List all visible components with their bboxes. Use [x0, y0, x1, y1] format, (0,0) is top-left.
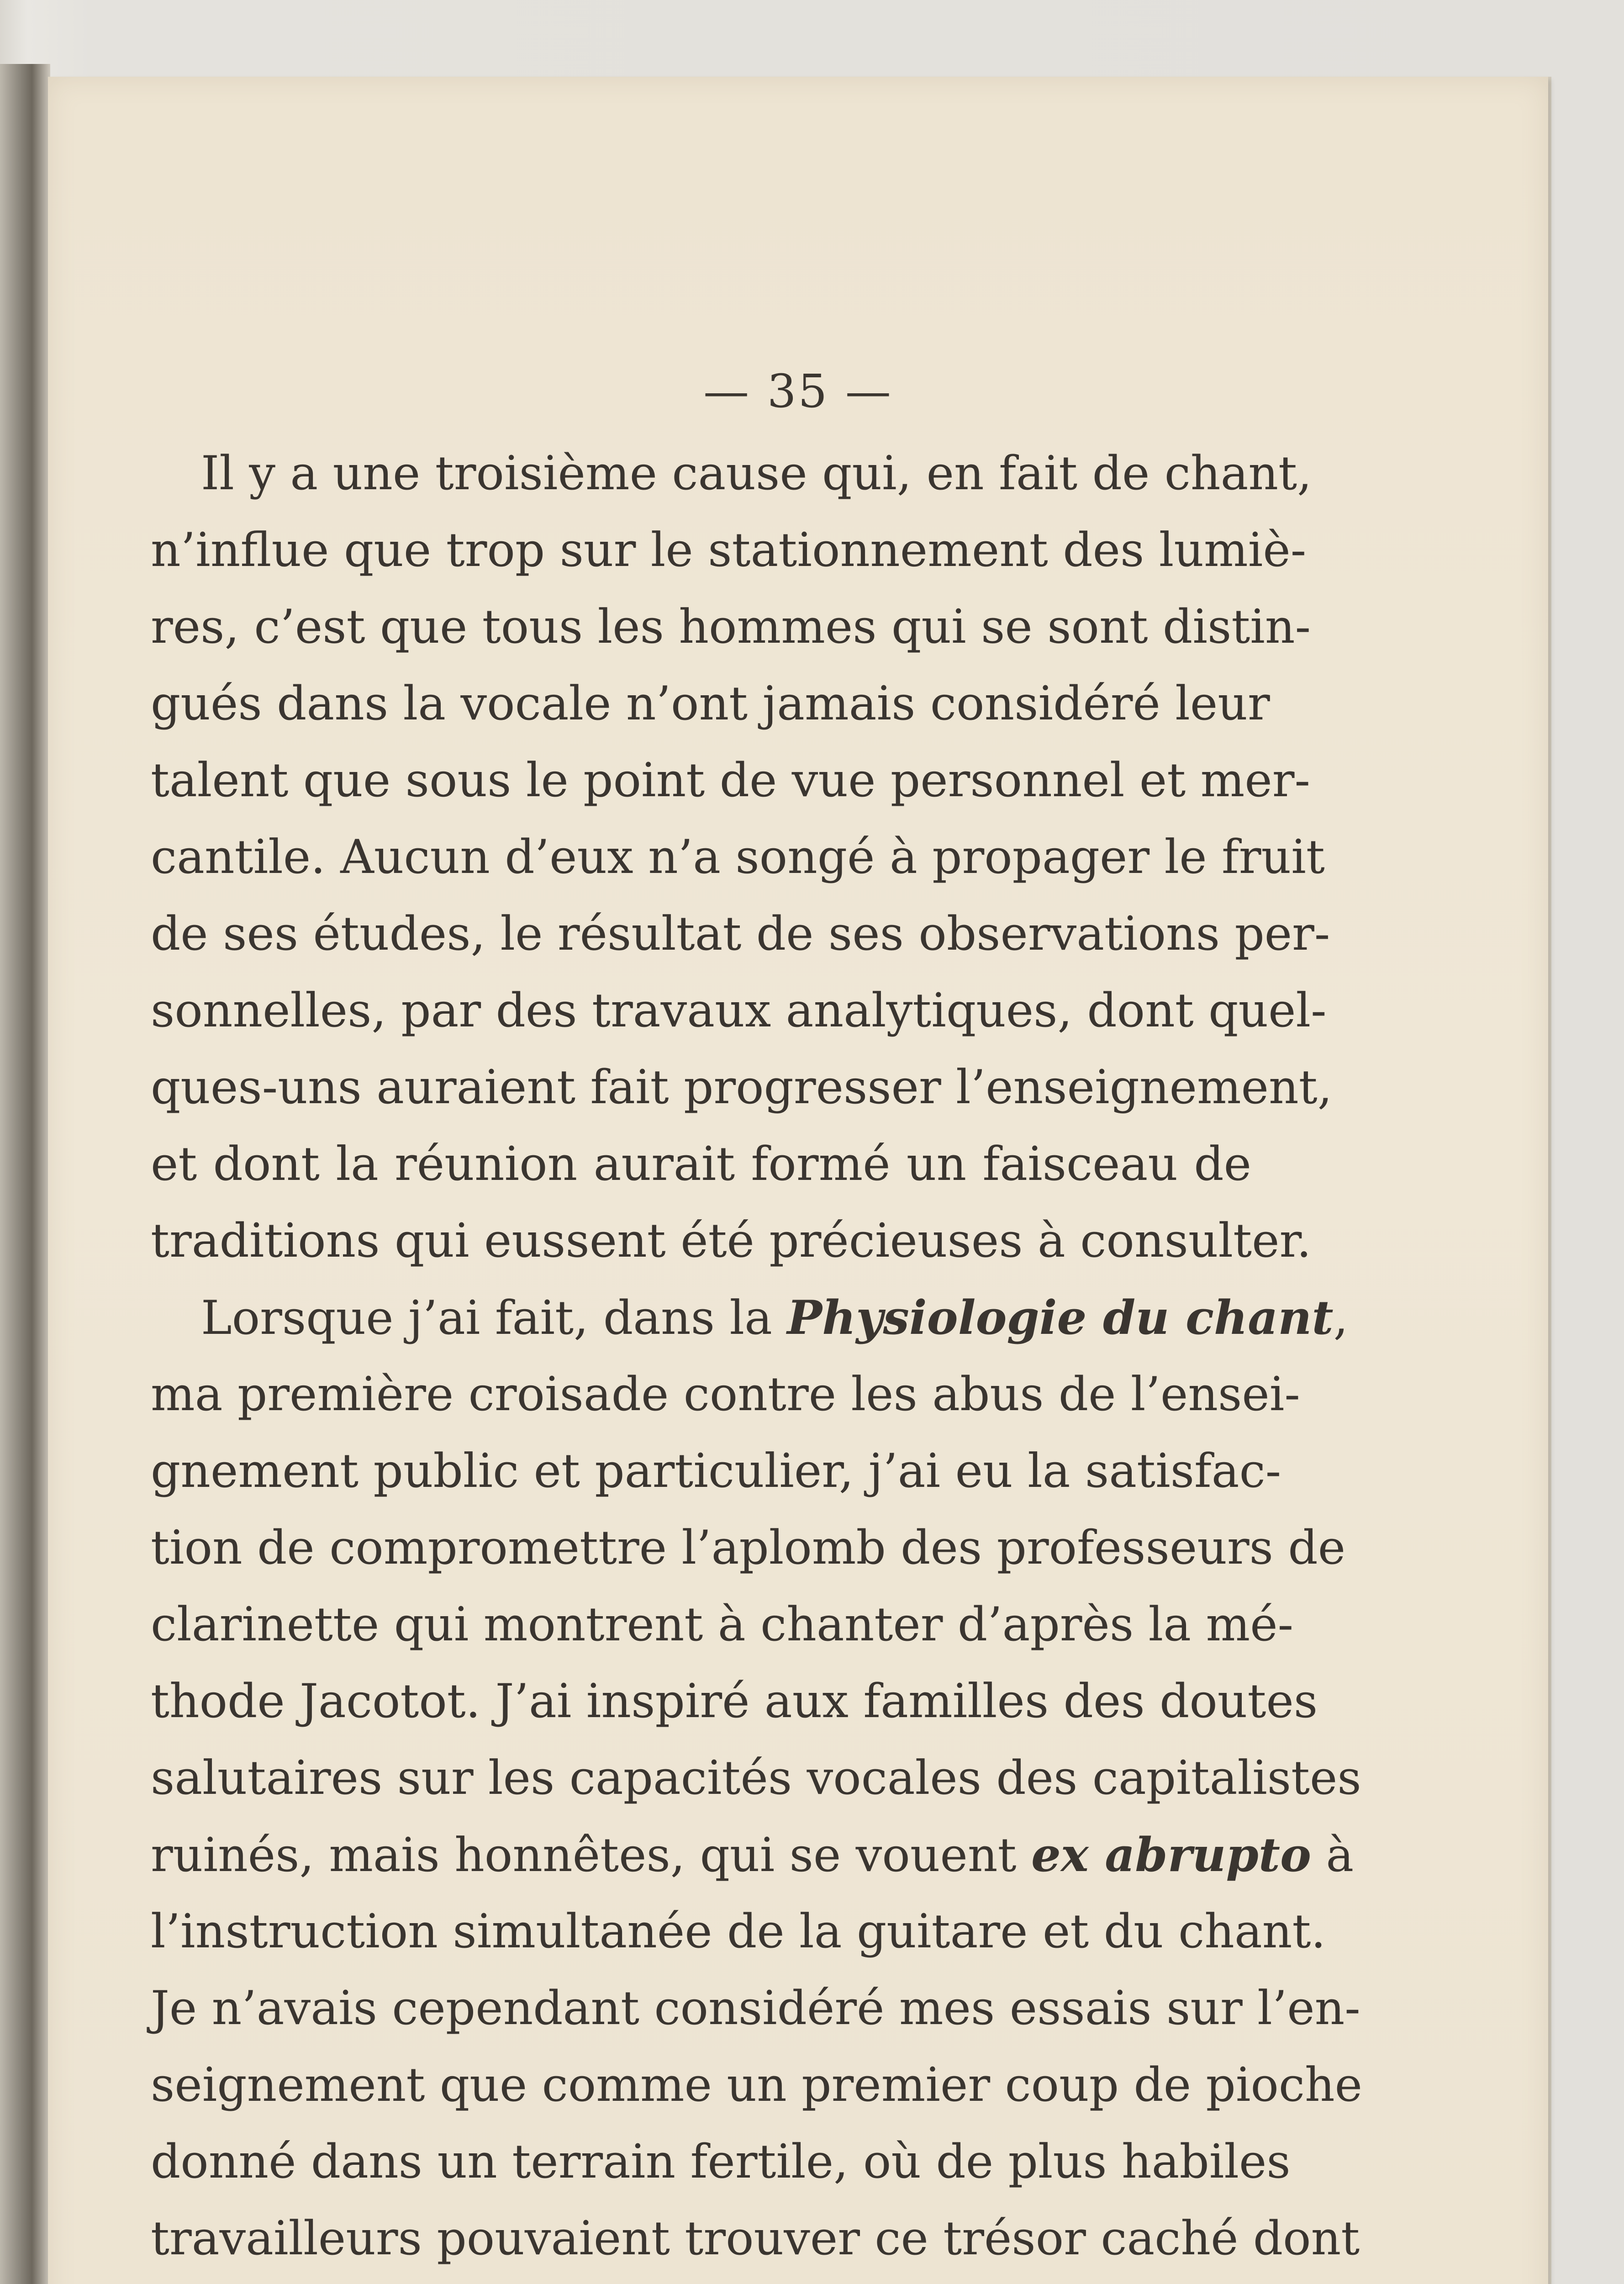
text-line: de ses études, le résultat de ses observations per-	[151, 907, 1330, 961]
text-line: tion de compromettre l’aplomb des professeurs de	[151, 1521, 1346, 1575]
page-number: — 35 —	[703, 365, 893, 418]
latin-phrase: ex abrupto	[1031, 1828, 1311, 1882]
text-line: traditions qui eussent été précieuses à consulter.	[151, 1214, 1312, 1268]
text-line: donné dans un terrain fertile, où de plus habiles	[151, 2135, 1291, 2189]
text-line: clarinette qui montrent à chanter d’après la mé-	[151, 1597, 1294, 1652]
text-run: Lorsque j’ai fait, dans la	[201, 1291, 787, 1345]
text-line	[151, 1279, 1349, 1356]
text-line	[151, 1817, 1354, 1893]
text-block	[151, 435, 1363, 2284]
text-line: sonnelles, par des travaux analytiques, dont quel-	[151, 983, 1327, 1038]
text-line: gnement public et particulier, j’ai eu la satisfac-	[151, 1444, 1281, 1498]
text-line: gués dans la vocale n’ont jamais considéré leur	[151, 677, 1270, 731]
text-line: cantile. Aucun d’eux n’a songé à propager le fruit	[151, 830, 1325, 884]
text-line	[151, 2277, 1251, 2284]
book-page	[48, 77, 1548, 2284]
text-line: travailleurs pouvaient trouver ce trésor caché dont	[151, 2211, 1360, 2266]
text-line: thode Jacotot. J’ai inspiré aux familles des doutes	[151, 1674, 1318, 1729]
text-run: ,	[1333, 1291, 1349, 1345]
text-line: n’influe que trop sur le stationnement des lumiè-	[151, 523, 1307, 577]
text-line: ma première croisade contre les abus de l’ensei-	[151, 1367, 1300, 1422]
book-binding	[0, 64, 50, 2284]
text-run: ruinés, mais honnêtes, qui se vouent	[151, 1828, 1031, 1882]
text-run: à	[1311, 1828, 1354, 1882]
text-line: talent que sous le point de vue personnel et mer-	[151, 753, 1310, 808]
text-line: salutaires sur les capacités vocales des capitalistes	[151, 1751, 1361, 1805]
text-line: et dont la réunion aurait formé un faisceau de	[151, 1137, 1251, 1191]
text-line: Je n’avais cependant considéré mes essais sur l’en-	[151, 1981, 1360, 2036]
text-line: ques-uns auraient fait progresser l’enseignement,	[151, 1060, 1333, 1115]
text-line: l’instruction simultanée de la guitare et du chant.	[151, 1904, 1326, 1959]
text-line: Il y a une troisième cause qui, en fait de chant,	[201, 446, 1312, 501]
book-title: Physiologie du chant	[787, 1290, 1334, 1345]
text-line: seignement que comme un premier coup de pioche	[151, 2058, 1363, 2112]
text-line: res, c’est que tous les hommes qui se sont distin-	[151, 600, 1311, 654]
